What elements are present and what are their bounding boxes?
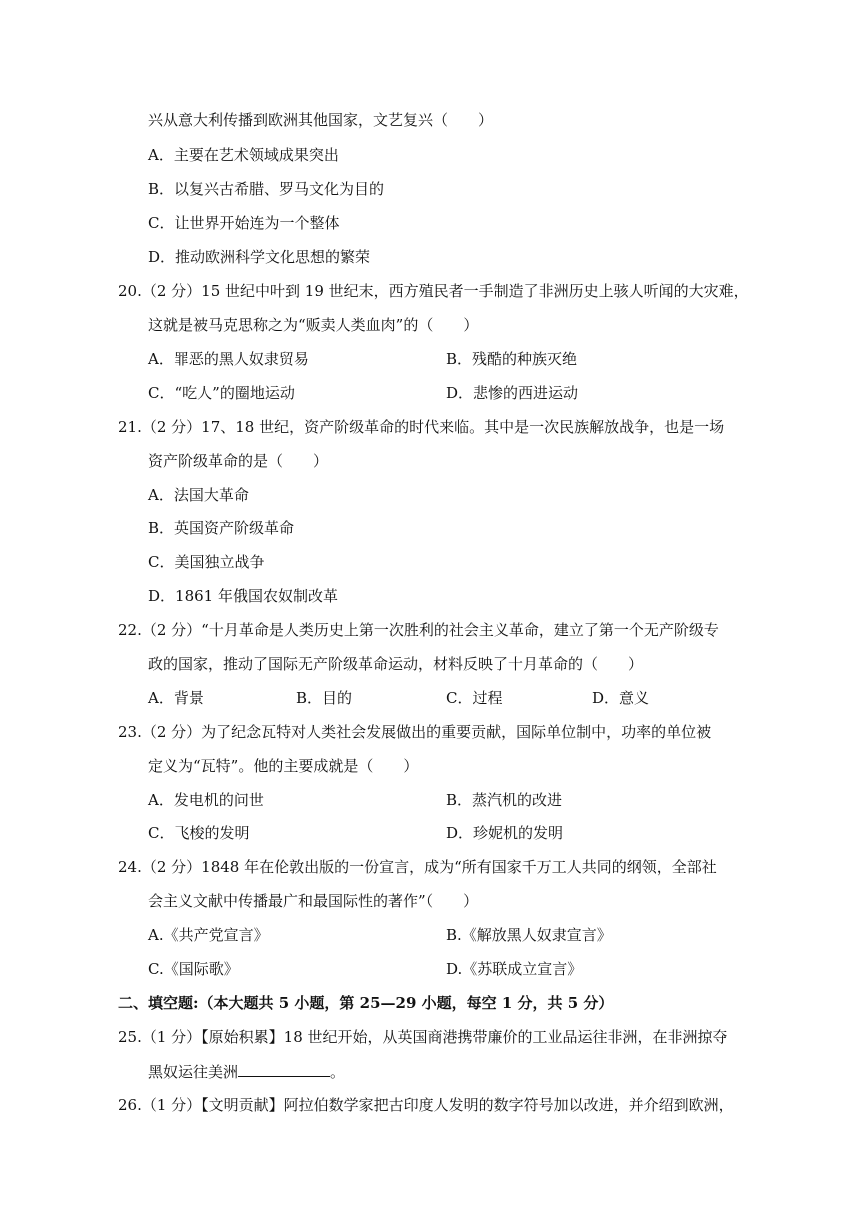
q25-stem-line2	[148, 1061, 345, 1082]
q20-option-c: C．“吃人”的圈地运动	[148, 384, 295, 402]
q19-option-d: D．推动欧洲科学文化思想的繁荣	[148, 248, 371, 266]
q19-option-b: B．以复兴古希腊、罗马文化为目的	[148, 180, 385, 198]
q20-option-d: D．悲惨的西进运动	[446, 384, 579, 402]
q22-option-d: D．意义	[592, 689, 650, 707]
q21-option-b: B．英国资产阶级革命	[148, 519, 295, 537]
q23-stem-line2: 定义为“瓦特”。他的主要成就是（ ）	[148, 757, 419, 775]
q22-option-c: C．过程	[446, 689, 503, 707]
q23-option-d: D．珍妮机的发明	[446, 824, 564, 842]
q22-option-b: B．目的	[296, 689, 353, 707]
q22-stem-line1: 22.（2 分）“十月革命是人类历史上第一次胜利的社会主义革命，建立了第一个无产阶级专	[118, 621, 719, 639]
q20-stem-line2: 这就是被马克思称之为“贩卖人类血肉”的（ ）	[148, 316, 479, 334]
q20-option-b: B．残酷的种族灭绝	[446, 350, 578, 368]
q21-stem-line1: 21.（2 分）17、18 世纪，资产阶级革命的时代来临。其中是一次民族解放战争，也是一场	[118, 418, 725, 436]
q25-stem-line1: 25.（1 分）【原始积累】18 世纪开始，从英国商港携带廉价的工业品运往非洲，在非洲掠夺	[118, 1028, 728, 1046]
q21-option-c: C．美国独立战争	[148, 553, 265, 571]
q25-answer-blank[interactable]	[238, 1061, 330, 1077]
q20-option-a: A．罪恶的黑人奴隶贸易	[148, 350, 309, 368]
q22-stem-line2: 政的国家，推动了国际无产阶级革命运动，材料反映了十月革命的（ ）	[148, 655, 644, 673]
q24-option-d: D.《苏联成立宣言》	[446, 960, 583, 978]
q21-stem-line2: 资产阶级革命的是（ ）	[148, 452, 329, 470]
q25-text: 黑奴运往美洲	[148, 1063, 239, 1081]
q19-option-a: A．主要在艺术领域成果突出	[148, 146, 339, 164]
q25-period: 。	[330, 1063, 346, 1081]
q21-option-d: D．1861 年俄国农奴制改革	[148, 587, 338, 605]
q20-stem-line1: 20.（2 分）15 世纪中叶到 19 世纪末，西方殖民者一手制造了非洲历史上骇人听闻的大灾难，	[118, 282, 749, 300]
q24-option-c: C.《国际歌》	[148, 960, 239, 978]
q24-stem-line2: 会主义文献中传播最广和最国际性的著作”（ ）	[148, 892, 479, 910]
q24-stem-line1: 24.（2 分）1848 年在伦敦出版的一份宣言，成为“所有国家千万工人共同的纲领，全部社	[118, 858, 717, 876]
q24-option-b: B.《解放黑人奴隶宣言》	[446, 926, 612, 944]
q19-option-c: C．让世界开始连为一个整体	[148, 214, 340, 232]
q26-stem-line1: 26.（1 分）【文明贡献】阿拉伯数学家把古印度人发明的数字符号加以改进，并介绍到欧洲，	[118, 1096, 734, 1114]
q23-stem-line1: 23.（2 分）为了纪念瓦特对人类社会发展做出的重要贡献，国际单位制中，功率的单位被	[118, 723, 712, 741]
q24-option-a: A.《共产党宣言》	[148, 926, 269, 944]
q23-option-a: A．发电机的问世	[148, 791, 264, 809]
q21-option-a: A．法国大革命	[148, 486, 249, 504]
q22-option-a: A．背景	[148, 689, 204, 707]
q23-option-b: B．蒸汽机的改进	[446, 791, 563, 809]
q23-option-c: C．飞梭的发明	[148, 824, 250, 842]
section-heading-fill-in: 二、填空题:（本大题共 5 小题，第 25—29 小题，每空 1 分，共 5 分）	[118, 994, 614, 1012]
q19-stem-continued: 兴从意大利传播到欧洲其他国家，文艺复兴（ ）	[148, 111, 494, 129]
